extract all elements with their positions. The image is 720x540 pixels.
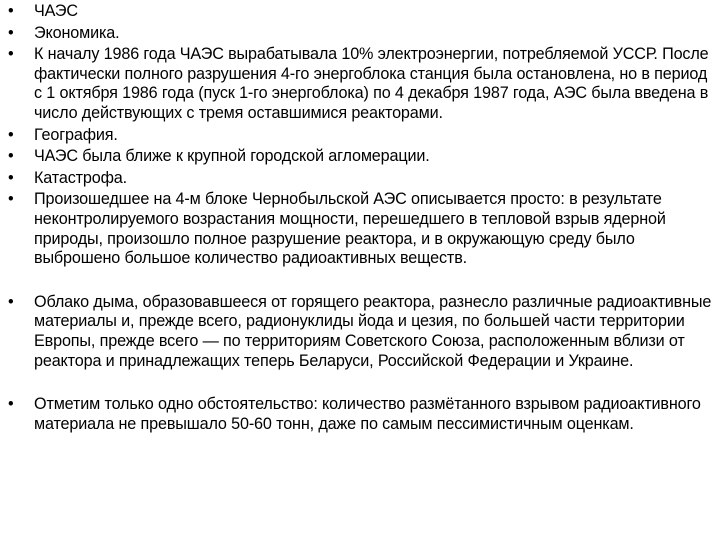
- bullet-item-geography-details: [8, 147, 716, 167]
- bullet-item-catastrophe-details: [8, 190, 716, 268]
- bullet-dot: •: [8, 2, 14, 20]
- bullet-dot: •: [8, 45, 14, 64]
- bullet-text: К началу 1986 года ЧАЭС вырабатывала 10% электроэнергии, потребляемой УССР. После фактически полного разрушения 4-го энергоблока станция была остановлена, но в период с 1 октября 1986 года (пуск 1-го энергоблока) по 4 декабря 1987 года, АЭС была введена в число действующих с тремя оставшимися реакторами.: [34, 45, 709, 122]
- bullet-text: Отметим только одно обстоятельство: количество размётанного взрывом радиоактивного материала не превышало 50-60 тонн, даже по самым пессимистичным оценкам.: [34, 395, 701, 433]
- bullet-text: Облако дыма, образовавшееся от горящего реактора, разнесло различные радиоактивные материалы и, прежде всего, радионуклиды йода и цезия, по большей части территории Европы, прежде всего — по территориям Советского Союза, расположенным вблизи от реактора и принадлежащих теперь Беларуси, Российской Федерации и Украине.: [34, 292, 712, 370]
- bullet-dot: •: [8, 168, 14, 187]
- bullet-dot: •: [8, 190, 14, 209]
- bullet-text: Экономика.: [34, 23, 120, 42]
- bullet-item-geography: [8, 126, 716, 146]
- bullet-dot: •: [8, 23, 14, 42]
- bullet-item-catastrophe: [8, 169, 716, 189]
- bullet-item-economy: [8, 24, 716, 44]
- bullet-text: Катастрофа.: [34, 168, 127, 187]
- bullet-item-smoke-cloud: [8, 293, 716, 371]
- bullet-item-economy-details: [8, 45, 716, 123]
- bullet-dot: •: [8, 147, 14, 166]
- bullet-text: Произошедшее на 4-м блоке Чернобыльской АЭС описывается просто: в результате неконтролируемого возрастания мощности, перешедшего в тепловой взрыв ядерной природы, произошло полное разрушение реактора, и в окружающую среду было выброшено большое количество радиоактивных веществ.: [34, 190, 666, 268]
- bullet-dot: •: [8, 125, 14, 144]
- bullet-text: География.: [34, 125, 118, 144]
- bullet-text: ЧАЭС: [34, 2, 78, 20]
- bullet-dot: •: [8, 395, 14, 414]
- bullet-item-material-amount: [8, 395, 716, 434]
- bullet-item-chaes: [8, 2, 716, 22]
- bullet-dot: •: [8, 292, 14, 311]
- bullet-text: ЧАЭС была ближе к крупной городской агломерации.: [34, 147, 430, 166]
- bullet-list: [8, 2, 716, 436]
